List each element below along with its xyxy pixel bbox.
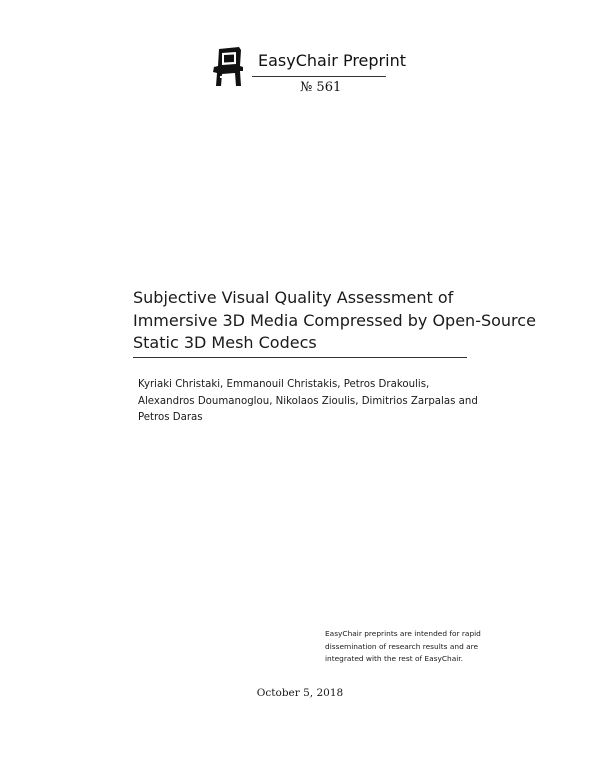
author-line: Petros Daras — [138, 412, 203, 423]
easychair-logo-icon — [210, 46, 246, 88]
note-line: EasyChair preprints are intended for rapid — [325, 629, 481, 638]
author-line: Alexandros Doumanoglou, Nikolaos Zioulis, Dimitrios Zarpalas and — [138, 395, 478, 407]
title-line: Immersive 3D Media Compressed by Open-Source — [133, 310, 536, 330]
preprint-number: № 561 — [300, 80, 342, 95]
header-divider — [252, 76, 386, 77]
title-divider — [133, 357, 467, 358]
note-line: integrated with the rest of EasyChair. — [325, 654, 463, 664]
title-line: Subjective Visual Quality Assessment of — [133, 288, 454, 307]
paper-title — [133, 287, 536, 355]
author-line: Kyriaki Christaki, Emmanouil Christakis, Petros Drakoulis, — [138, 379, 430, 390]
preprint-note — [325, 628, 500, 666]
brand-name: EasyChair Preprint — [258, 51, 406, 70]
author-list — [138, 377, 478, 427]
title-line: Static 3D Mesh Codecs — [133, 333, 317, 352]
note-line: dissemination of research results and are — [325, 641, 479, 651]
publication-date: October 5, 2018 — [256, 687, 344, 699]
